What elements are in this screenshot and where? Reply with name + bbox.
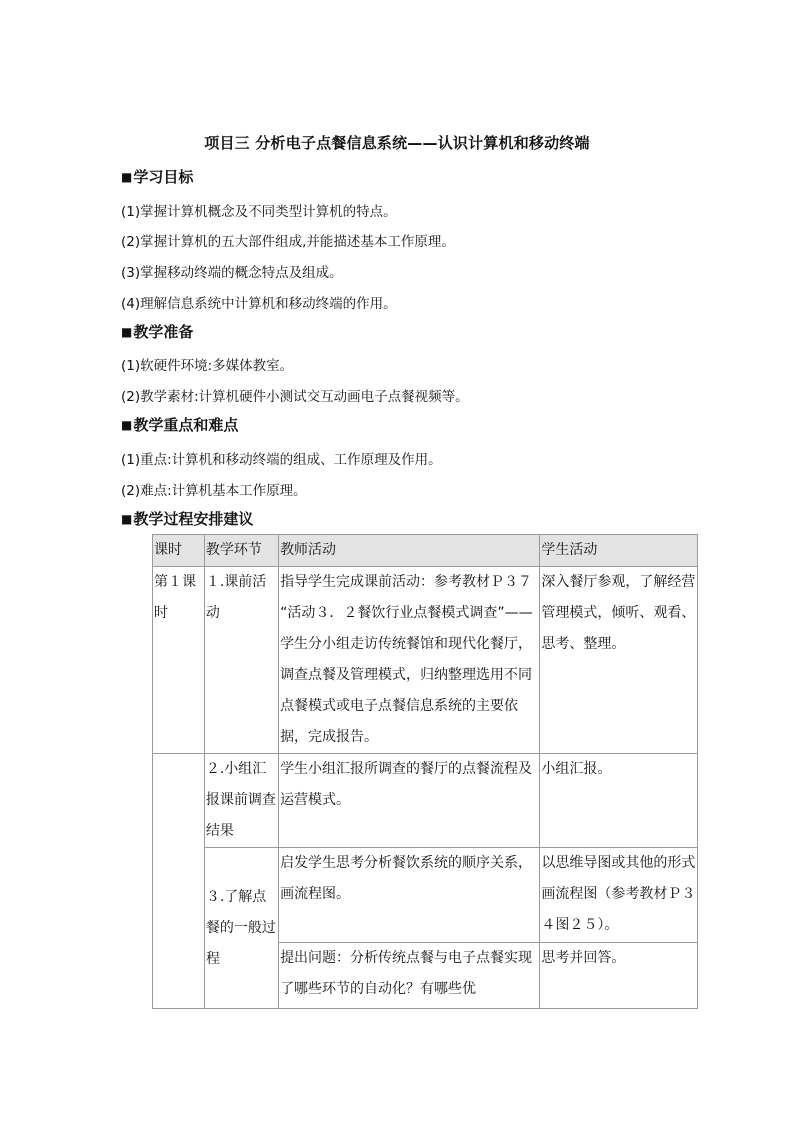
header-period: 课时 [153,535,205,567]
key-point-item: (2)难点:计算机基本工作原理。 [121,483,307,499]
table-row [153,567,698,754]
header-student: 学生活动 [540,535,698,567]
objective-item: (3)掌握移动终端的概念特点及组成。 [121,265,343,281]
cell-teacher: 启发学生思考分析餐饮系统的顺序关系，画流程图。 [279,848,540,943]
key-point-item: (1)重点:计算机和移动终端的组成、工作原理及作用。 [121,452,442,468]
section-heading-text: 学习目标 [133,168,194,186]
cell-stage: １.课前活动 [204,567,278,754]
cell-student: 小组汇报。 [540,754,698,848]
cell-stage: ２.小组汇报课前调查结果 [204,754,278,848]
square-bullet-icon: ■ [121,418,133,432]
cell-student: 以思维导图或其他的形式画流程图（参考教材Ｐ３４图２５）。 [540,848,698,943]
page-title: 项目三 分析电子点餐信息系统——认识计算机和移动终端 [204,134,590,152]
objective-item: (4)理解信息系统中计算机和移动终端的作用。 [121,296,397,312]
cell-teacher: 学生小组汇报所调查的餐厅的点餐流程及运营模式。 [279,754,540,848]
preparation-item: (2)教学素材:计算机硬件小测试交互动画电子点餐视频等。 [121,389,469,405]
teaching-process-table [152,534,698,1009]
square-bullet-icon: ■ [121,170,133,184]
cell-student: 思考并回答。 [540,943,698,1009]
cell-teacher: 提出问题：分析传统点餐与电子点餐实现了哪些环节的自动化？有哪些优 [279,943,540,1009]
cell-period [153,754,205,1009]
cell-teacher: 指导学生完成课前活动：参考教材Ｐ３７ “活动３．２餐饮行业点餐模式调查”——学生分小组走访传统餐馆和现代化餐厅，调查点餐及管理模式，归纳整理选用不同点餐模式或电子点餐信息系统的主要依据，完成报告。 [279,567,540,754]
section-heading-process [121,508,253,529]
square-bullet-icon: ■ [121,325,133,339]
square-bullet-icon: ■ [121,512,133,526]
objective-item: (2)掌握计算机的五大部件组成,并能描述基本工作原理。 [121,234,455,250]
cell-student: 深入餐厅参观，了解经营管理模式，倾听、观看、思考、整理。 [540,567,698,754]
section-heading-text: 教学准备 [133,323,194,341]
section-heading-key-points [121,414,238,435]
section-heading-preparation [121,321,193,342]
section-heading-text: 教学过程安排建议 [133,510,254,528]
section-heading-text: 教学重点和难点 [133,416,239,434]
cell-stage: ３.了解点餐的一般过程 [204,848,278,1009]
table-row [153,754,698,848]
table-header-row [153,535,698,567]
objective-item: (1)掌握计算机概念及不同类型计算机的特点。 [121,204,397,220]
header-stage: 教学环节 [204,535,278,567]
cell-period: 第１课时 [153,567,205,754]
section-heading-objectives [121,166,193,187]
header-teacher: 教师活动 [279,535,540,567]
table-row [153,848,698,943]
preparation-item: (1)软硬件环境:多媒体教室。 [121,358,294,374]
